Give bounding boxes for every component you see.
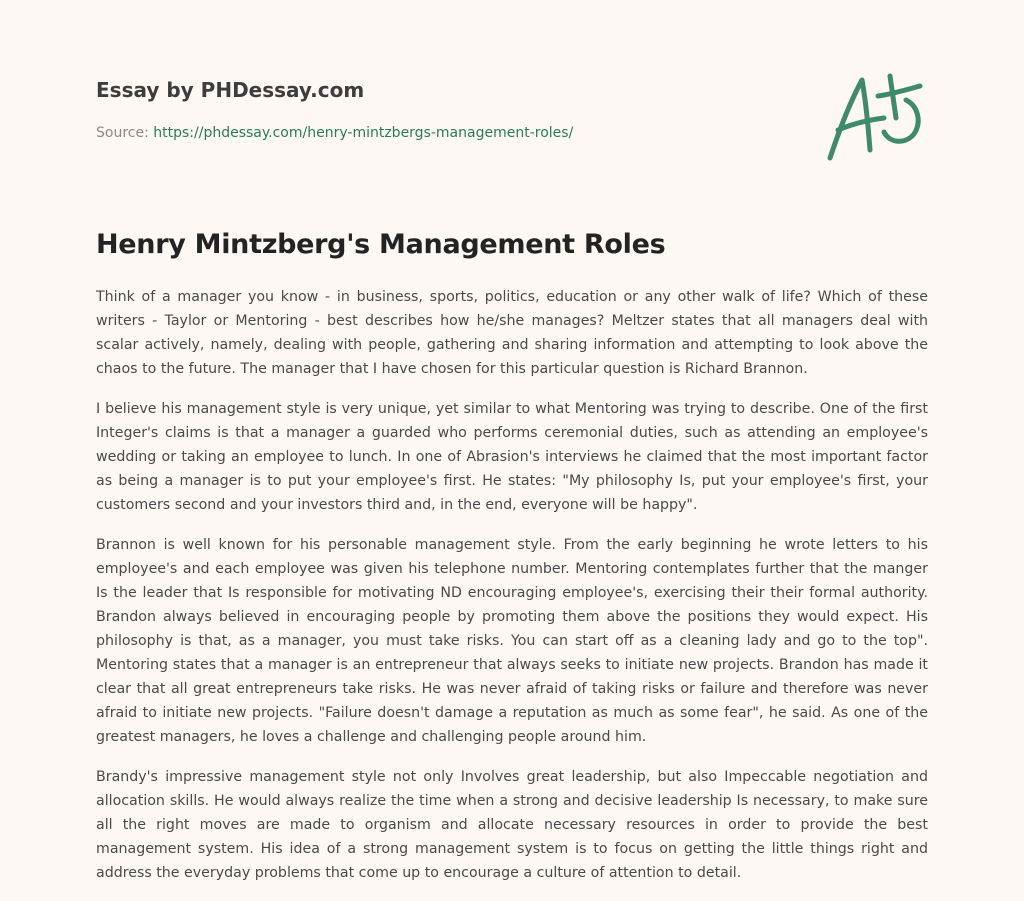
source-line <box>96 123 796 143</box>
paragraph: Brandy's impressive management style not only Involves great leadership, but also Impeccable negotiation and allocation skills. He would always realize the time when a strong and decisive leadership Is necessary, to make sure all the right moves are made to organism and allocate necessary resources in order to provide the best management system. His idea of a strong management system is to focus on getting the little things right and address the everyday problems that come up to encourage a culture of attention to detail. <box>96 769 928 881</box>
paragraph: I believe his management style is very unique, yet similar to what Mentoring was trying to describe. One of the first Integer's claims is that a manager a guarded who performs ceremonial duties, such as attending an employee's wedding or taking an employee to lunch. In one of Abrasion's interviews he claimed that the most important factor as being a manager is to put your employee's first. He states: "My philosophy Is, put your employee's first, your customers second and your investors third and, in the end, everyone will be happy". <box>96 401 928 513</box>
header <box>96 76 796 143</box>
a-plus-grade-icon <box>818 66 934 166</box>
paragraph: Think of a manager you know - in business, sports, politics, education or any other walk of life? Which of these writers - Taylor or Mentoring - best describes how he/she manages? Meltzer states that all managers deal with scalar actively, namely, dealing with people, gathering and sharing information and attempting to look above the chaos to the future. The manager that I have chosen for this particular question is Richard Brannon. <box>96 289 928 377</box>
paragraph: Brannon is well known for his personable management style. From the early beginning he wrote letters to his employee's and each employee was given his telephone number. Mentoring contemplates further that the manger Is the leader that Is responsible for motivating ND encouraging employee's, exercising their their formal authority. Brandon always believed in encouraging people by promoting them above the positions they would expect. His philosophy is that, as a manager, you must take risks. You can start off as a cleaning lady and go to the top". Mentoring states that a manager is an entrepreneur that always seeks to initiate new projects. Brandon has made it clear that all great entrepreneurs take risks. He was never afraid of taking risks or failure and therefore was never afraid to initiate new projects. "Failure doesn't damage a reputation as much as some fear", he said. As one of the greatest managers, he loves a challenge and challenging people around him. <box>96 537 928 745</box>
essay-body <box>96 285 928 901</box>
source-link[interactable]: https://phdessay.com/henry-mintzbergs-management-roles/ <box>153 125 574 141</box>
site-brand: Essay by PHDessay.com <box>96 78 365 102</box>
source-label: Source: <box>96 125 154 141</box>
essay-title: Henry Mintzberg's Management Roles <box>96 229 666 260</box>
